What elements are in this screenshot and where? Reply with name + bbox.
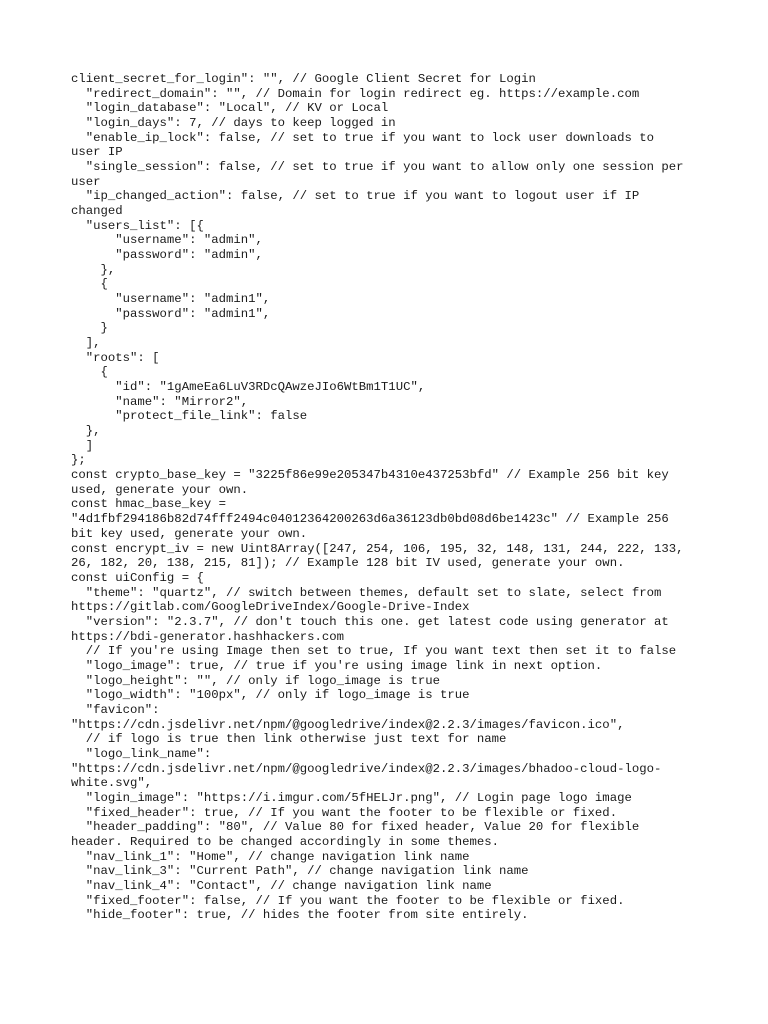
code-line: used, generate your own. bbox=[71, 482, 249, 497]
code-line: changed bbox=[71, 204, 123, 219]
code-line: "password": "admin1", bbox=[71, 306, 271, 321]
code-line: "login_days": 7, // days to keep logged in bbox=[71, 116, 396, 131]
code-line: "login_database": "Local", // KV or Local bbox=[71, 101, 389, 116]
code-line: https://bdi-generator.hashhackers.com bbox=[71, 629, 345, 644]
code-line: ], bbox=[71, 336, 101, 351]
code-line: bit key used, generate your own. bbox=[71, 526, 308, 541]
code-line: "login_image": "https://i.imgur.com/5fHELJr.png", // Login page logo image bbox=[71, 790, 632, 805]
code-line: "4d1fbf294186b82d74fff2494c04012364200263d6a36123db0bd08d6be1423c" // Example 256 bbox=[71, 512, 669, 527]
code-line: "hide_footer": true, // hides the footer from site entirely. bbox=[71, 908, 529, 923]
code-line: const uiConfig = { bbox=[71, 570, 204, 585]
code-line: user IP bbox=[71, 145, 123, 160]
code-line: "fixed_footer": false, // If you want the footer to be flexible or fixed. bbox=[71, 893, 625, 908]
code-line: }; bbox=[71, 453, 86, 468]
code-line: "roots": [ bbox=[71, 350, 160, 365]
code-line: "nav_link_1": "Home", // change navigation link name bbox=[71, 849, 470, 864]
code-line: "nav_link_4": "Contact", // change navigation link name bbox=[71, 878, 492, 893]
code-line: "https://cdn.jsdelivr.net/npm/@googledrive/index@2.2.3/images/favicon.ico", bbox=[71, 717, 625, 732]
code-line: }, bbox=[71, 424, 101, 439]
code-line: "logo_height": "", // only if logo_image is true bbox=[71, 673, 440, 688]
code-line: { bbox=[71, 277, 108, 292]
code-line: "logo_width": "100px", // only if logo_image is true bbox=[71, 688, 470, 703]
code-line: header. Required to be changed accordingly in some themes. bbox=[71, 834, 500, 849]
code-line: white.svg", bbox=[71, 776, 153, 791]
code-line: "username": "admin1", bbox=[71, 292, 271, 307]
code-line: https://gitlab.com/GoogleDriveIndex/Google-Drive-Index bbox=[71, 600, 470, 615]
code-line: client_secret_for_login": "", // Google Client Secret for Login bbox=[71, 72, 536, 86]
code-line: "favicon": bbox=[71, 702, 160, 717]
code-line: "id": "1gAmeEa6LuV3RDcQAwzeJIo6WtBm1T1UC", bbox=[71, 380, 426, 395]
code-line: }, bbox=[71, 262, 116, 277]
code-line: } bbox=[71, 321, 108, 336]
code-line: "enable_ip_lock": false, // set to true if you want to lock user downloads to bbox=[71, 130, 654, 145]
code-line: "users_list": [{ bbox=[71, 218, 204, 233]
code-line: "protect_file_link": false bbox=[71, 409, 308, 424]
code-line: "logo_image": true, // true if you're using image link in next option. bbox=[71, 658, 603, 673]
code-line: // If you're using Image then set to true, If you want text then set it to false bbox=[71, 644, 677, 659]
code-line: "header_padding": "80", // Value 80 for fixed header, Value 20 for flexible bbox=[71, 820, 640, 835]
code-line: // if logo is true then link otherwise just text for name bbox=[71, 732, 507, 747]
code-line: ] bbox=[71, 438, 94, 453]
code-line: "theme": "quartz", // switch between themes, default set to slate, select from bbox=[71, 585, 662, 600]
code-line: "version": "2.3.7", // don't touch this one. get latest code using generator at bbox=[71, 614, 669, 629]
code-document bbox=[71, 72, 711, 923]
code-line: "username": "admin", bbox=[71, 233, 263, 248]
code-line: user bbox=[71, 174, 101, 189]
code-line: "single_session": false, // set to true if you want to allow only one session per bbox=[71, 160, 684, 175]
code-line: { bbox=[71, 365, 108, 380]
code-line: "redirect_domain": "", // Domain for login redirect eg. https://example.com bbox=[71, 86, 640, 101]
code-line: const hmac_base_key = bbox=[71, 497, 226, 512]
code-line: "nav_link_3": "Current Path", // change navigation link name bbox=[71, 864, 529, 879]
code-line: const encrypt_iv = new Uint8Array([247, 254, 106, 195, 32, 148, 131, 244, 222, 133, bbox=[71, 541, 684, 556]
code-line: "password": "admin", bbox=[71, 248, 263, 263]
code-line: "name": "Mirror2", bbox=[71, 394, 249, 409]
code-line: "https://cdn.jsdelivr.net/npm/@googledrive/index@2.2.3/images/bhadoo-cloud-logo- bbox=[71, 761, 662, 776]
code-line: "logo_link_name": bbox=[71, 746, 212, 761]
code-line: "ip_changed_action": false, // set to true if you want to logout user if IP bbox=[71, 189, 640, 204]
code-line: "fixed_header": true, // If you want the footer to be flexible or fixed. bbox=[71, 805, 618, 820]
code-line: 26, 182, 20, 138, 215, 81]); // Example 128 bit IV used, generate your own. bbox=[71, 556, 625, 571]
code-line: const crypto_base_key = "3225f86e99e205347b4310e437253bfd" // Example 256 bit key bbox=[71, 468, 669, 483]
